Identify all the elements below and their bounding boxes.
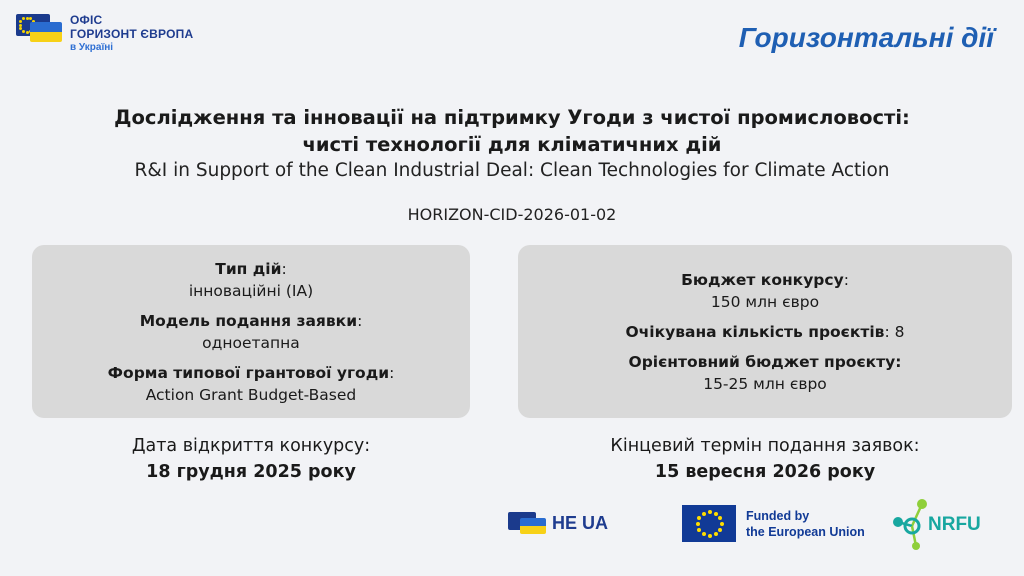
eu-star — [26, 31, 29, 34]
eu-star — [696, 522, 700, 526]
nrfu-logo — [892, 498, 1002, 554]
eu-ua-flags-icon — [16, 14, 62, 42]
eu-star — [22, 17, 25, 20]
call-title-line-2: чисті технології для кліматичних дій — [302, 133, 722, 156]
submission-model-value: одноетапна — [202, 333, 300, 352]
submission-model-item: Модель подання заявки: одноетапна — [139, 311, 363, 352]
project-budget-label: Орієнтовний бюджет проєкту: — [628, 352, 902, 371]
eu-funded-line-1: Funded by — [746, 508, 810, 523]
eu-flag-icon — [682, 505, 736, 542]
eu-star — [19, 20, 22, 23]
eu-funded-line-2: the European Union — [746, 524, 865, 539]
call-budget-item: Бюджет конкурсу: 150 млн євро — [681, 270, 849, 311]
footer-logos — [0, 498, 1024, 558]
grant-agreement-item: Форма типової грантової угоди: Action Grant Budget-Based — [107, 363, 395, 404]
grant-agreement-value: Action Grant Budget-Based — [145, 385, 357, 404]
eu-star — [714, 532, 718, 536]
logo-line-1: ОФІС — [70, 13, 103, 27]
expected-projects-label: Очікувана кількість проєктів — [625, 322, 885, 341]
submission-model-label: Модель подання заявки — [139, 311, 358, 330]
call-title — [0, 104, 1024, 158]
call-budget-value: 150 млн євро — [710, 292, 820, 311]
call-subtitle-english: R&I in Support of the Clean Industrial Deal: Clean Technologies for Climate Action — [134, 160, 890, 181]
eu-star — [718, 528, 722, 532]
action-type-item: Тип дій: інноваційні (IA) — [188, 259, 314, 300]
deadline-label: Кінцевий термін подання заявок: — [610, 436, 920, 456]
expected-projects-value: 8 — [894, 322, 905, 341]
deadline-value: 15 вересня 2026 року — [654, 462, 876, 482]
expected-projects-item: Очікувана кількість проєктів: 8 — [625, 322, 905, 341]
logo-line-3: в Україні — [70, 41, 114, 53]
eu-star — [708, 510, 712, 514]
budget-panel — [518, 245, 1012, 418]
logo-line-2: ГОРИЗОНТ ЄВРОПА — [70, 26, 194, 41]
call-budget-label: Бюджет конкурсу — [681, 270, 844, 289]
call-title-line-1: Дослідження та інновації на підтримку Угоди з чистої промисловості: — [114, 106, 910, 129]
call-parameters-panel — [32, 245, 470, 418]
project-budget-value: 15-25 млн євро — [703, 374, 827, 393]
eu-star — [708, 534, 712, 538]
opening-date-block — [32, 433, 470, 485]
action-type-label: Тип дій — [215, 259, 282, 278]
opening-date-value: 18 грудня 2025 року — [146, 462, 356, 482]
eu-star — [720, 522, 724, 526]
grant-agreement-label: Форма типової грантової угоди — [107, 363, 390, 382]
deadline-block — [518, 433, 1012, 485]
eu-star — [697, 528, 701, 532]
nrfu-molecule-icon — [892, 498, 932, 554]
action-type-value: інноваційні (IA) — [188, 281, 314, 300]
heua-logo — [508, 512, 608, 534]
section-title: Горизонтальні дії — [738, 22, 994, 53]
funded-by-eu-logo — [682, 505, 865, 542]
horizon-europe-office-logo — [16, 14, 193, 53]
eu-star — [718, 516, 722, 520]
opening-date-label: Дата відкриття конкурсу: — [131, 436, 371, 456]
eu-ua-flags-icon — [508, 512, 546, 534]
call-identifier: HORIZON-CID-2026-01-02 — [407, 205, 617, 224]
eu-star — [697, 516, 701, 520]
eu-star — [702, 532, 706, 536]
heua-logo-text: HE UA — [552, 512, 609, 533]
eu-star — [19, 24, 22, 27]
nrfu-logo-text: NRFU — [928, 514, 981, 535]
eu-star — [714, 512, 718, 516]
eu-star — [702, 512, 706, 516]
project-budget-item — [629, 351, 902, 395]
eu-star — [22, 30, 25, 33]
